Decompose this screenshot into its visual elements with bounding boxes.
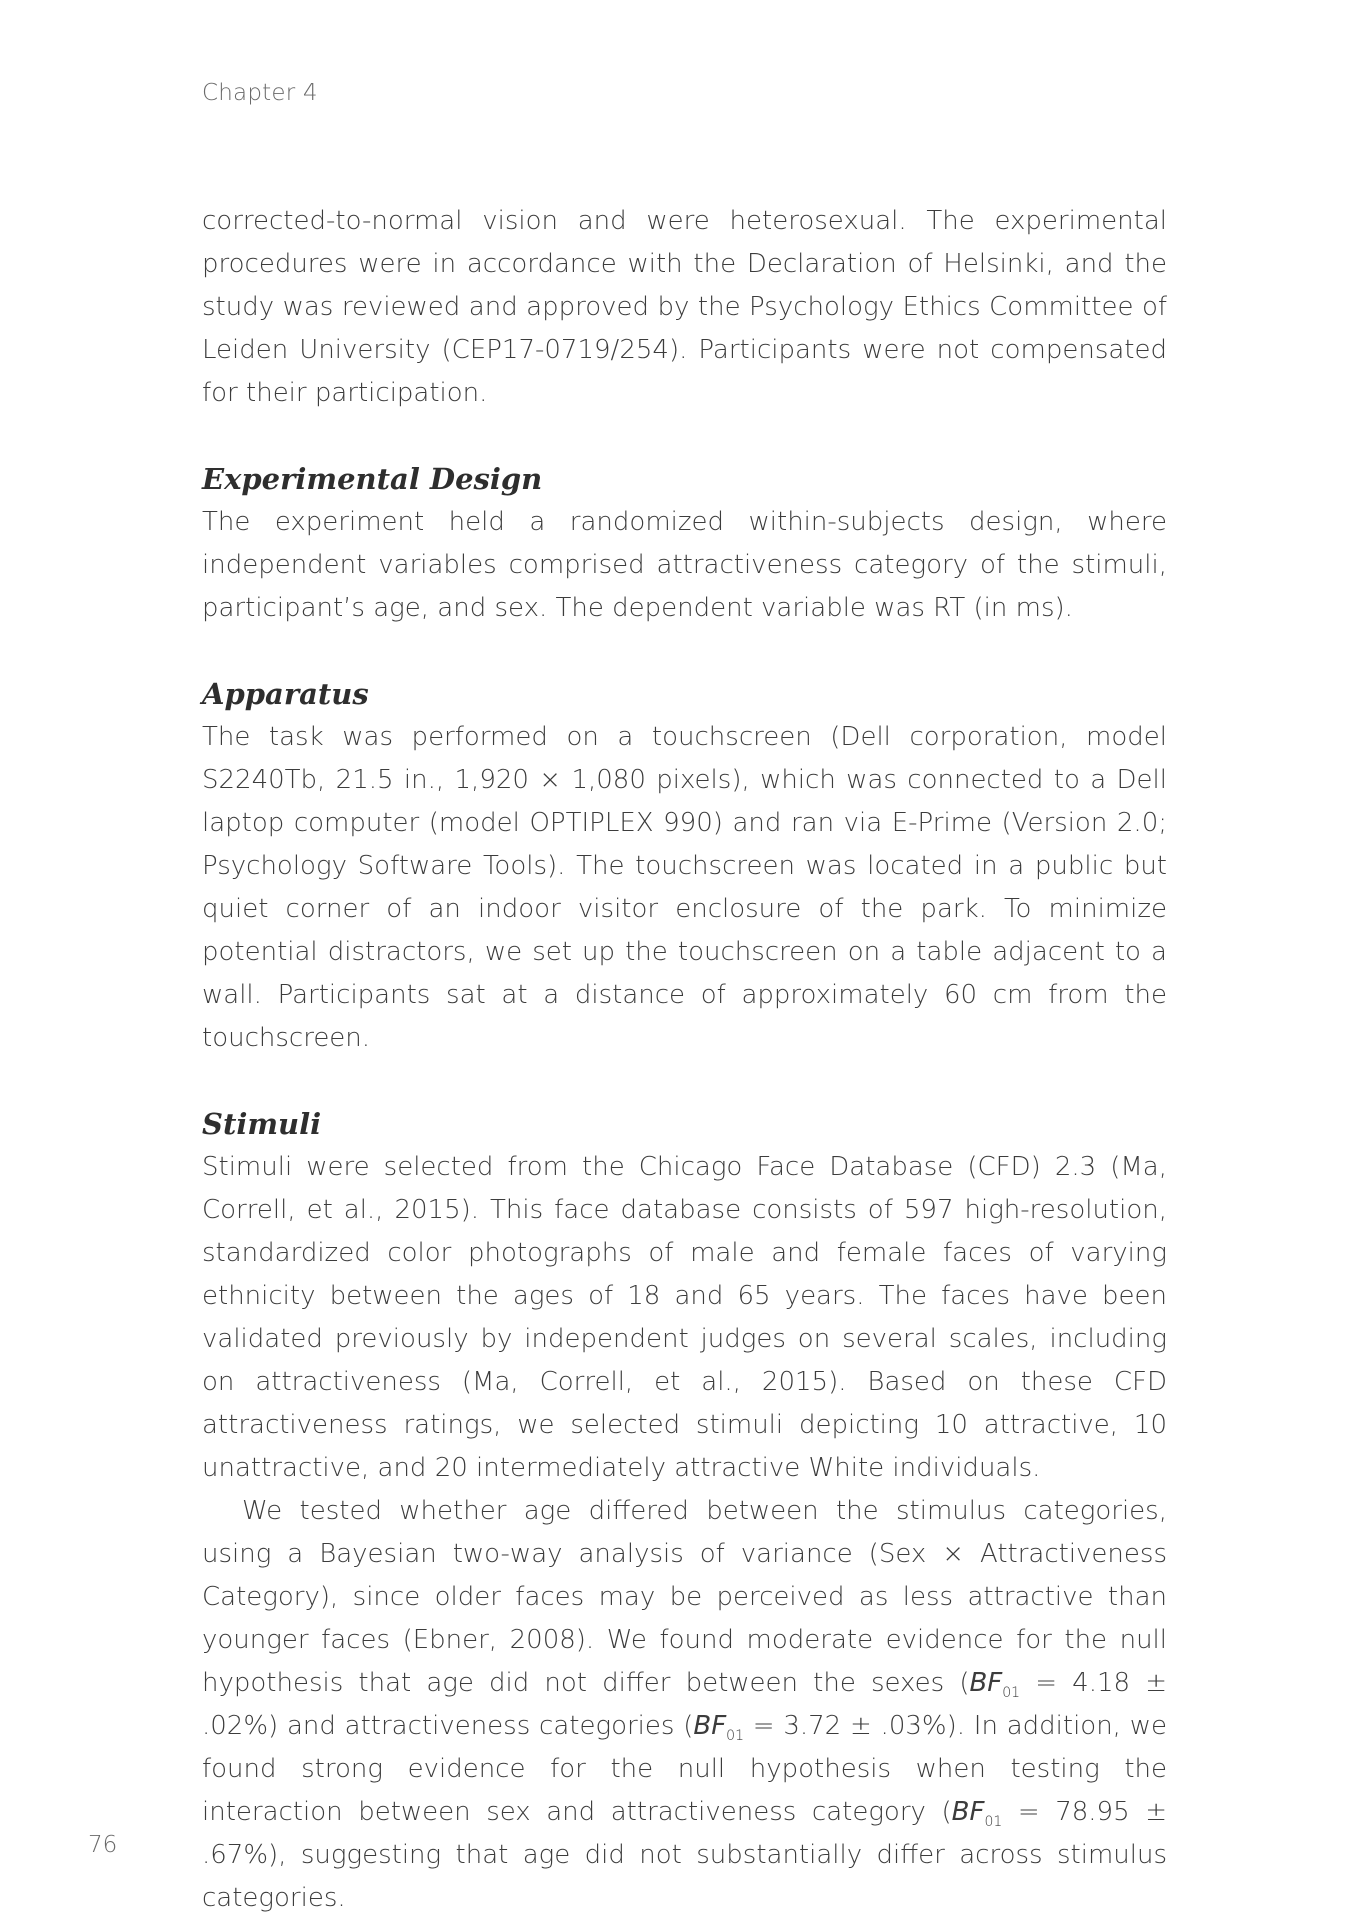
heading-stimuli: Stimuli xyxy=(202,1107,322,1141)
text-run: = 3.72 ± .03%). In addition, we found strong evidence for the null hypothesis when testing the interaction between sex and attractiveness category ( xyxy=(202,1711,1167,1827)
text-run: We tested whether age differed between the stimulus categories, using a Bayesian two-way analysis of variance (Sex × Attractiveness Category), since older faces may be perceived as less attractive than younger faces (Ebner, 2008). We found moderate evidence for the null hypothesis that age did not differ between the sexes ( xyxy=(202,1496,1167,1698)
intro-paragraph: corrected-to-normal vision and were heterosexual. The experimental procedures were in accordance with the Declaration of Helsinki, and the study was reviewed and approved by the Psychology Ethics Committee of Leiden University (CEP17-0719/254). Participants were not compensated for their participation. xyxy=(202,206,1167,408)
text-run: = 78.95 ± .67%), suggesting that age did not substantially differ across stimulus categories. xyxy=(202,1797,1167,1913)
bf-subscript: 01 xyxy=(984,1814,1003,1831)
bf-symbol: BF xyxy=(951,1797,985,1827)
bf-symbol: BF xyxy=(693,1711,727,1741)
body-text xyxy=(202,200,1167,1920)
stimuli-paragraph-1: Stimuli were selected from the Chicago Face Database (CFD) 2.3 (Ma, Correll, et al., 2015). This face database consists of 597 high-resolution, standardized color photographs of male and female faces of varying ethnicity between the ages of 18 and 65 years. The faces have been validated previously by independent judges on several scales, including on attractiveness (Ma, Correll, et al., 2015). Based on these CFD attractiveness ratings, we selected stimuli depicting 10 attractive, 10 unattractive, and 20 intermediately attractive White individuals. xyxy=(202,1152,1167,1483)
section-gap xyxy=(202,630,1167,673)
bf-subscript: 01 xyxy=(1002,1685,1021,1702)
section-gap xyxy=(202,1060,1167,1103)
section-gap xyxy=(202,415,1167,458)
apparatus-paragraph: The task was performed on a touchscreen (Dell corporation, model S2240Tb, 21.5 in., 1,920 × 1,080 pixels), which was connected to a Dell laptop computer (model OPTIPLEX 990) and ran via E-Prime (Version 2.0; Psychology Software Tools). The touchscreen was located in a public but quiet corner of an indoor visitor enclosure of the park. To minimize potential distractors, we set up the touchscreen on a table adjacent to a wall. Participants sat at a distance of approximately 60 cm from the touchscreen. xyxy=(202,722,1167,1053)
page-number: 76 xyxy=(88,1832,118,1858)
heading-apparatus: Apparatus xyxy=(202,677,369,711)
running-head-chapter: Chapter 4 xyxy=(202,80,318,106)
bf-subscript: 01 xyxy=(726,1728,744,1745)
heading-experimental-design: Experimental Design xyxy=(202,462,543,496)
experimental-design-paragraph: The experiment held a randomized within-subjects design, where independent variables comprised attractiveness category of the stimuli, participant’s age, and sex. The dependent variable was RT (in ms). xyxy=(202,507,1167,623)
text-run: = 4.18 ± .02%) and attractiveness categories ( xyxy=(202,1668,1167,1741)
stimuli-paragraph-2 xyxy=(202,1490,1167,1920)
bf-symbol: BF xyxy=(969,1668,1003,1698)
